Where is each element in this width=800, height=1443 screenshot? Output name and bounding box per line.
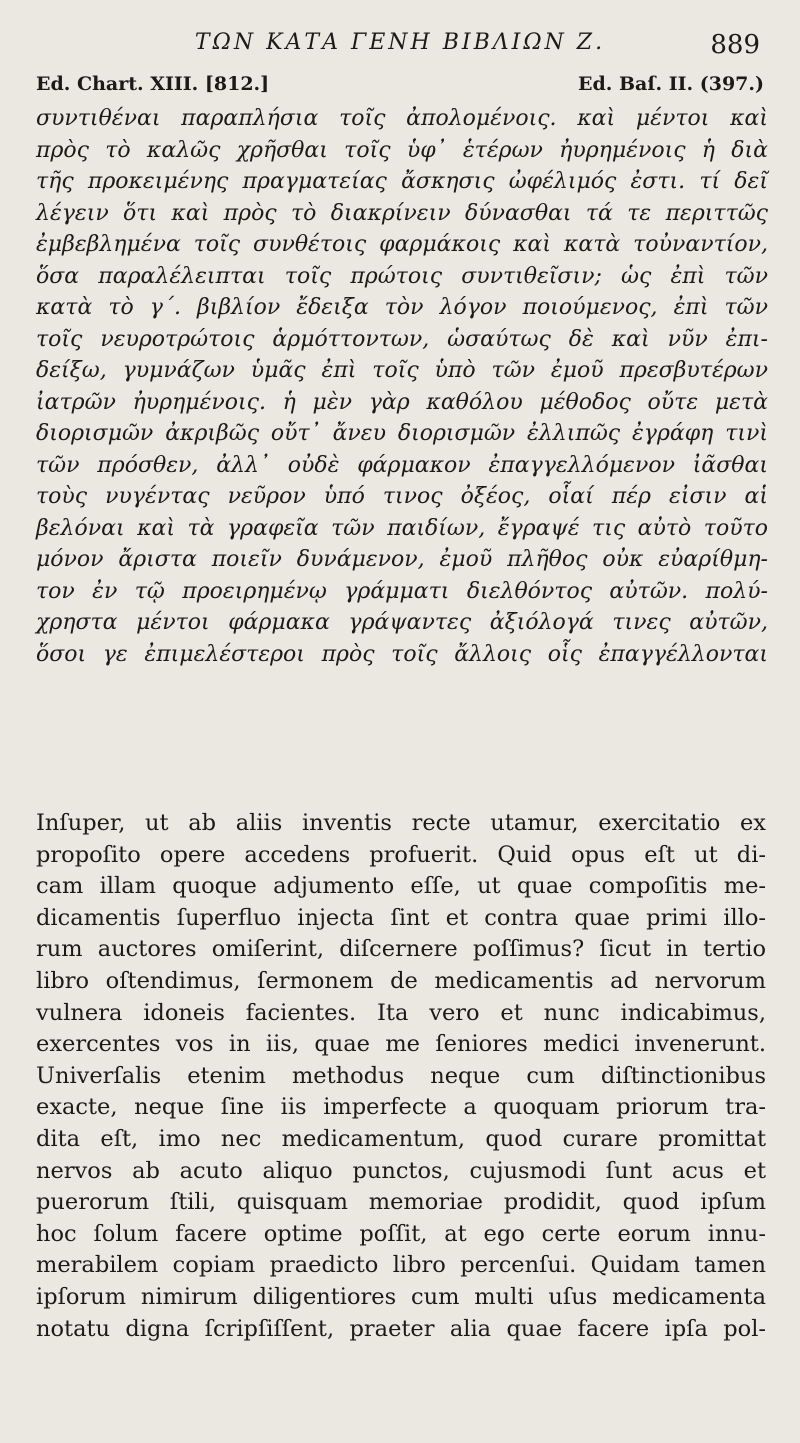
greek-line: χρηστα μέντοι φάρμακα γράψαντες ἀξιόλογά τινες αὐτῶν,: [36, 610, 768, 635]
latin-text-block: [36, 808, 766, 1345]
latin-line: puerorum ſtili, quisquam memoriae prodidit, quod ipſum: [36, 1189, 766, 1216]
running-title: ΤΩΝ ΚΑΤΑ ΓΕΝΗ ΒΙΒΛΙΩΝ Ζ.: [194, 30, 606, 55]
greek-line: ὅσοι γε ἐπιμελέστεροι πρὸς τοῖς ἄλλοις οἷς ἐπαγγέλλονται: [36, 641, 768, 667]
greek-line: κατὰ τὸ γ΄. βιβλίον ἔδειξα τὸν λόγον ποιούμενος, ἐπὶ τῶν: [36, 295, 768, 320]
greek-line: τοῖς νευροτρώτοις ἁρμόττοντων, ὡσαύτως δὲ καὶ νῦν ἐπι-: [36, 326, 768, 352]
greek-line: τον ἐν τῷ προειρημένῳ γράμματι διελθόντος αὐτῶν. πολύ-: [36, 578, 768, 604]
latin-line: merabilem copiam praedicto libro percenſui. Quidam tamen: [36, 1252, 766, 1279]
latin-line: exacte, neque ſine iis imperfecte a quoquam priorum tra-: [36, 1094, 766, 1121]
edition-left: Ed. Chart. XIII. [812.]: [36, 73, 270, 95]
latin-line: hoc ſolum facere optime poſſit, at ego certe eorum innu-: [36, 1220, 766, 1247]
greek-line: ὅσα παραλέλειπται τοῖς πρώτοις συντιθεῖσιν; ὡς ἐπὶ τῶν: [36, 263, 768, 289]
greek-line: μόνον ἄριστα ποιεῖν δυνάμενον, ἐμοῦ πλῆθος οὐκ εὐαρίθμη-: [36, 547, 768, 572]
greek-line: διορισμῶν ἀκριβῶς οὔτ᾽ ἄνευ διορισμῶν ἐλλιπῶς ἐγράφη τινὶ: [36, 421, 768, 446]
latin-line: vulnera idoneis facientes. Ita vero et nunc indicabimus,: [36, 999, 766, 1026]
latin-line: nervos ab acuto aliquo punctos, cujusmodi ſunt acus et: [36, 1157, 766, 1184]
greek-line: ἰατρῶν ἠυρημένοις. ἡ μὲν γὰρ καθόλου μέθοδος οὔτε μετὰ: [36, 389, 768, 415]
greek-line: τῶν πρόσθεν, ἀλλ᾽ οὐδὲ φάρμακον ἐπαγγελλόμενον ἰᾶσθαι: [36, 452, 768, 478]
greek-line: δείξω, γυμνάζων ὑμᾶς ἐπὶ τοῖς ὑπὸ τῶν ἐμοῦ πρεσβυτέρων: [36, 358, 768, 383]
latin-line: dita eſt, imo nec medicamentum, quod curare promittat: [36, 1125, 766, 1152]
greek-text-block: [36, 103, 768, 670]
greek-line: λέγειν ὅτι καὶ πρὸς τὸ διακρίνειν δύνασθαι τά τε περιττῶς: [36, 200, 768, 226]
greek-line: βελόναι καὶ τὰ γραφεῖα τῶν παιδίων, ἔγραψέ τις αὐτὸ τοῦτο: [36, 515, 768, 541]
latin-line: ipſorum nimirum diligentiores cum multi uſus medicamenta: [36, 1283, 766, 1310]
latin-line: Inſuper, ut ab aliis inventis recte utamur, exercitatio ex: [36, 810, 766, 836]
greek-line: πρὸς τὸ καλῶς χρῆσθαι τοῖς ὑφ᾽ ἑτέρων ἠυρημένοις ἡ διὰ: [36, 137, 768, 163]
edition-line: [36, 73, 764, 95]
latin-line: cam illam quoque adjumento eſſe, ut quae compoſitis me-: [36, 873, 766, 900]
latin-line: Univerſalis etenim methodus neque cum diſtinctionibus: [36, 1062, 766, 1089]
page-number: 889: [710, 30, 760, 60]
latin-line: rum auctores omiſerint, diſcernere poſſimus? ſicut in tertio: [36, 936, 766, 963]
latin-line: libro oſtendimus, ſermonem de medicamentis ad nervorum: [36, 967, 766, 994]
edition-right: Ed. Baſ. II. (397.): [577, 73, 764, 95]
latin-line: propoſito opere accedens profuerit. Quid opus eſt ut di-: [36, 841, 766, 868]
greek-line: ἐμβεβλημένα τοῖς συνθέτοις φαρμάκοις καὶ κατὰ τοὐναντίον,: [36, 232, 768, 257]
latin-line: dicamentis ſuperfluo injecta ſint et contra quae primi illo-: [36, 904, 766, 931]
greek-line: τοὺς νυγέντας νεῦρον ὑπό τινος ὀξέος, οἷαί πέρ εἰσιν αἱ: [36, 484, 768, 509]
greek-line: τῆς προκειμένης πραγματείας ἄσκησις ὠφέλιμός ἐστι. τί δεῖ: [36, 169, 768, 194]
latin-line: exercentes vos in iis, quae me ſeniores medici invenerunt.: [36, 1031, 766, 1058]
latin-line: notatu digna ſcripſiſſent, praeter alia quae facere ipſa pol-: [36, 1315, 766, 1342]
greek-line: συντιθέναι παραπλήσια τοῖς ἀπολομένοις. καὶ μέντοι καὶ: [36, 106, 768, 131]
